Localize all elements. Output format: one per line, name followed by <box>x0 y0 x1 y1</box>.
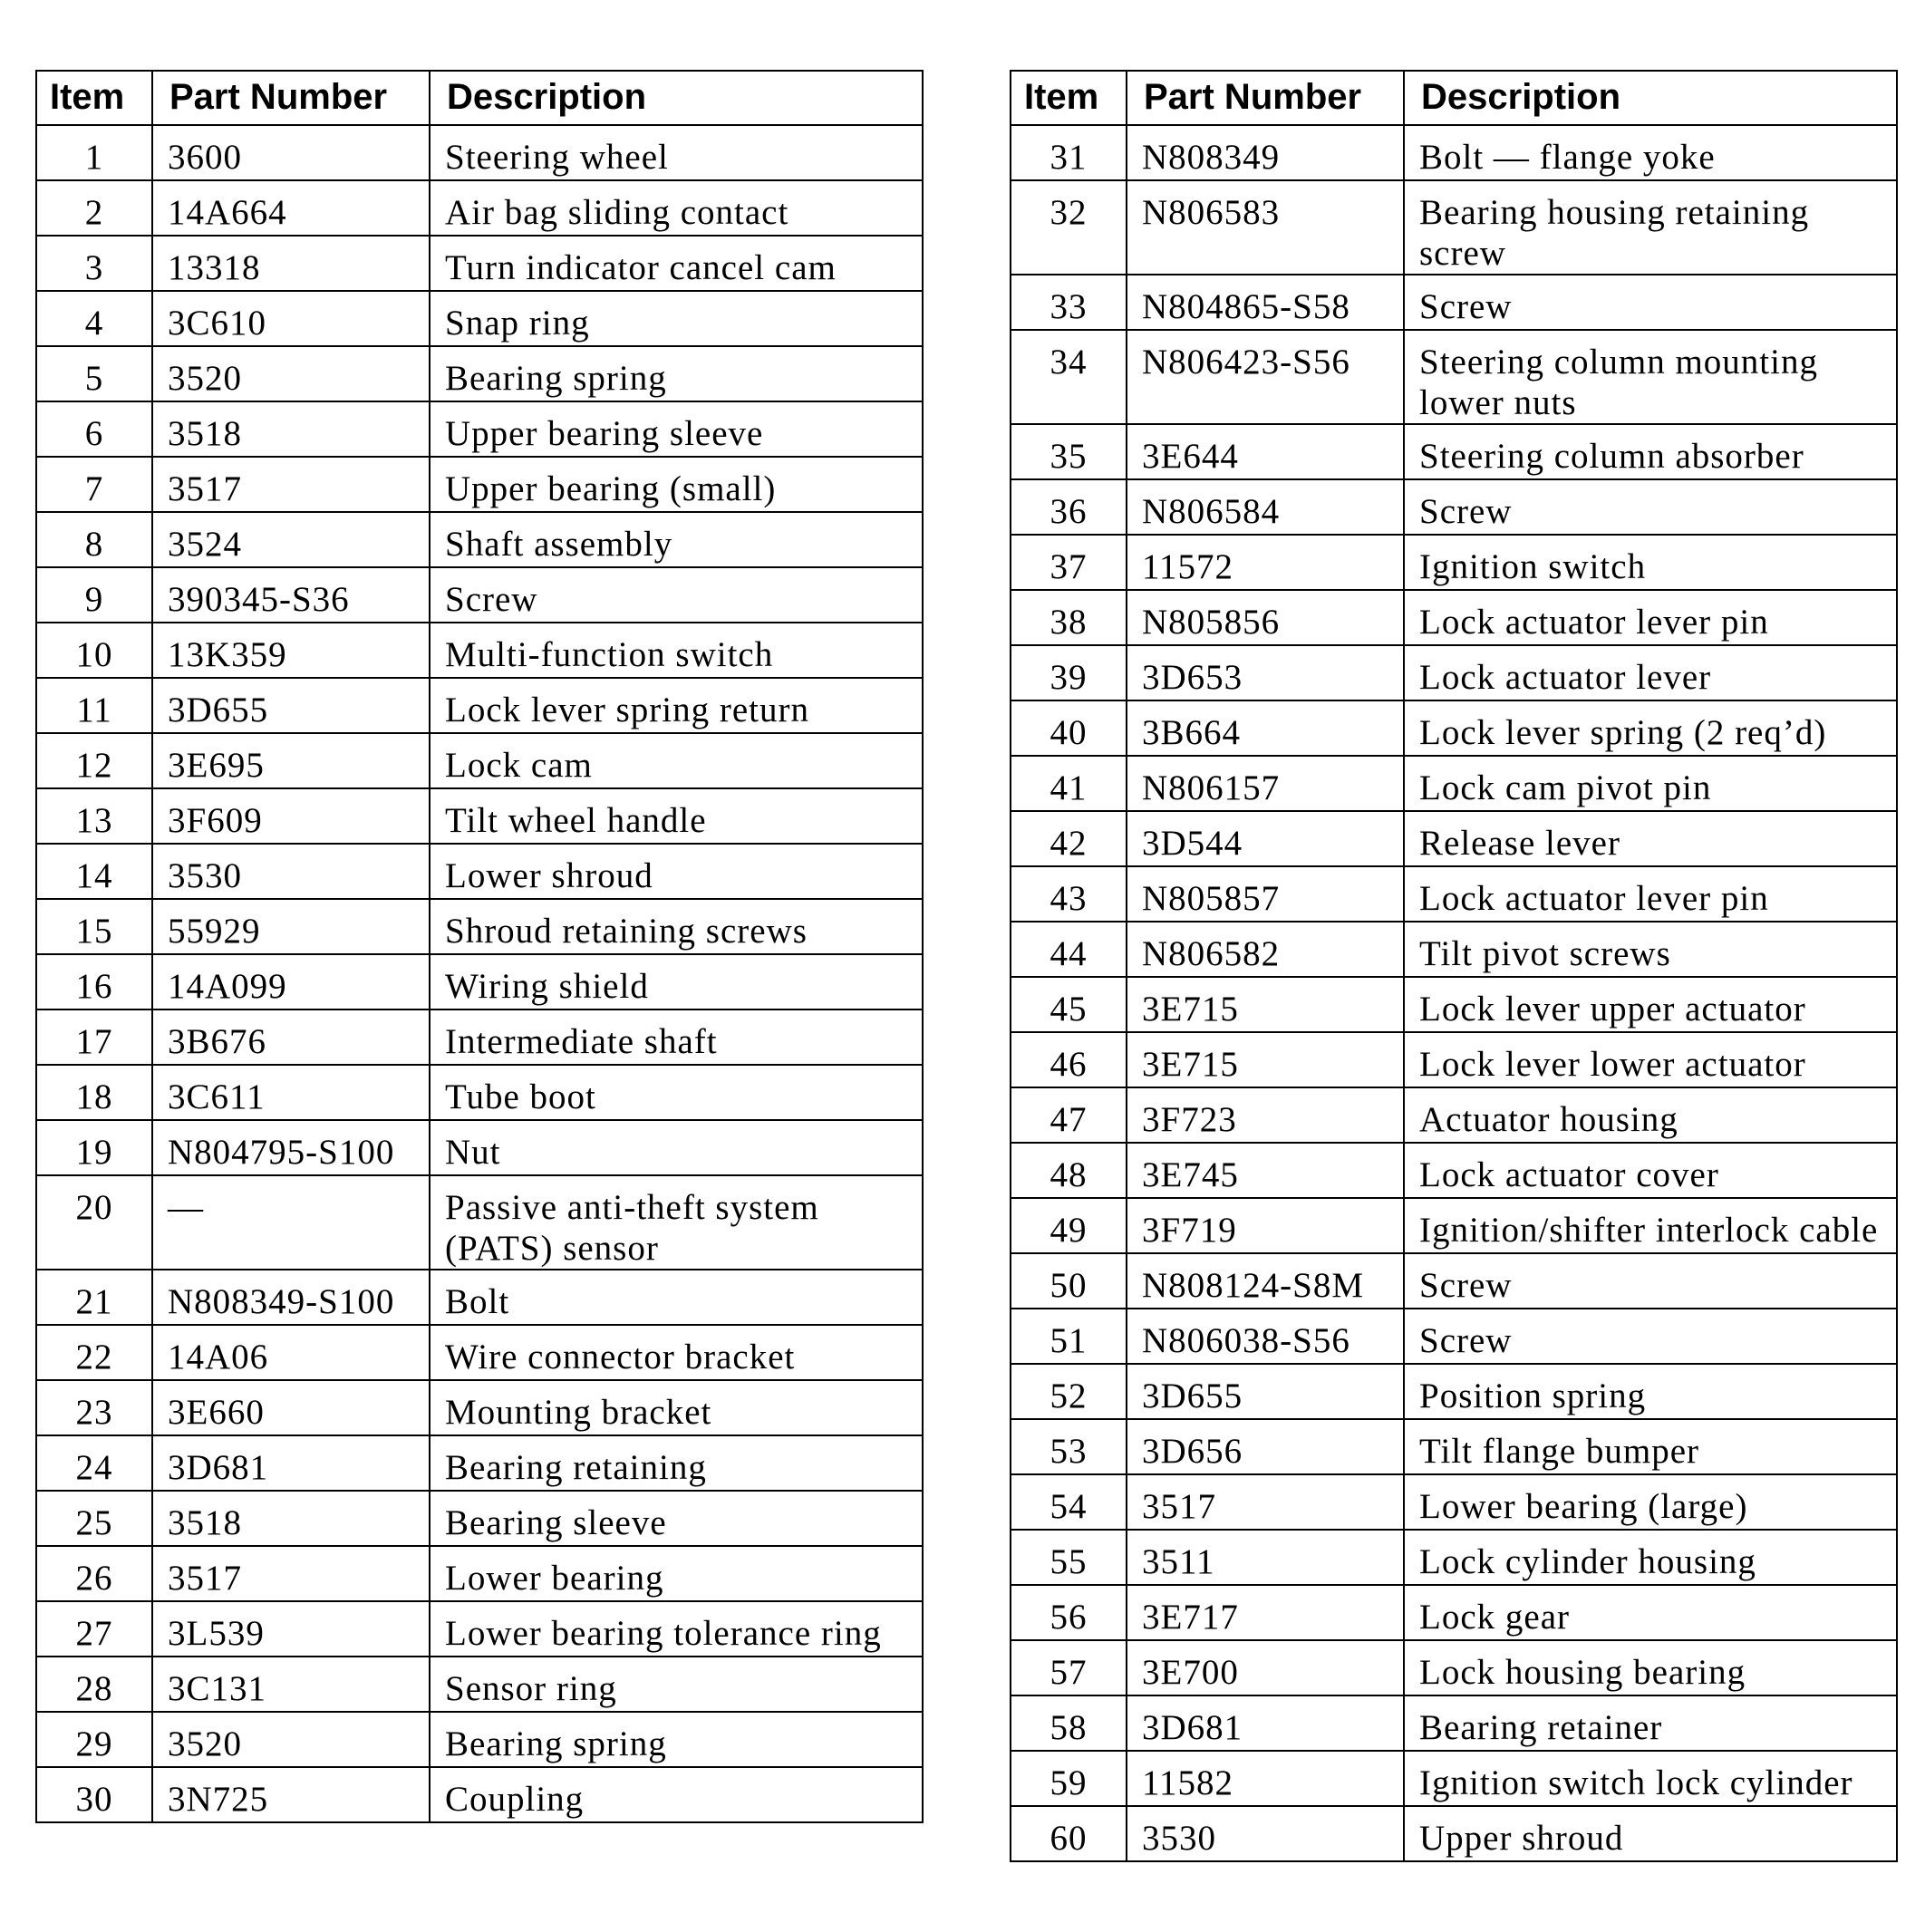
part-number-cell: N806583 <box>1127 180 1404 275</box>
part-number-cell: 3D655 <box>1127 1364 1404 1419</box>
item-number-cell: 38 <box>1011 590 1127 645</box>
part-number-cell: 3E717 <box>1127 1585 1404 1640</box>
table-row <box>36 844 923 899</box>
part-number-cell: 3E700 <box>1127 1640 1404 1695</box>
table-row <box>1011 1530 1897 1585</box>
item-number-cell: 22 <box>36 1325 152 1380</box>
description-cell: Upper bearing sleeve <box>430 401 923 457</box>
table-row <box>36 1270 923 1325</box>
item-number-cell: 32 <box>1011 180 1127 275</box>
description-cell: Bearing spring <box>430 1712 923 1767</box>
part-number-cell: 3N725 <box>152 1767 430 1822</box>
part-number-cell: 3530 <box>1127 1806 1404 1861</box>
part-number-cell: 3517 <box>152 457 430 512</box>
item-number-cell: 5 <box>36 346 152 401</box>
description-cell: Actuator housing <box>1404 1087 1897 1143</box>
part-number-cell: 3E660 <box>152 1380 430 1435</box>
item-number-cell: 43 <box>1011 866 1127 922</box>
table-row <box>36 1380 923 1435</box>
table-row <box>36 512 923 567</box>
description-cell: Air bag sliding contact <box>430 180 923 236</box>
part-number-cell: N805856 <box>1127 590 1404 645</box>
table-row <box>36 567 923 623</box>
description-cell: Tilt pivot screws <box>1404 922 1897 977</box>
item-number-cell: 37 <box>1011 535 1127 590</box>
item-number-cell: 4 <box>36 291 152 346</box>
description-cell: Screw <box>1404 1309 1897 1364</box>
item-number-cell: 49 <box>1011 1198 1127 1253</box>
description-cell: Position spring <box>1404 1364 1897 1419</box>
table-row <box>1011 1087 1897 1143</box>
item-number-cell: 11 <box>36 678 152 733</box>
item-number-cell: 53 <box>1011 1419 1127 1474</box>
description-cell: Bearing sleeve <box>430 1491 923 1546</box>
table-row <box>1011 866 1897 922</box>
table-row <box>1011 1253 1897 1309</box>
item-number-cell: 24 <box>36 1435 152 1491</box>
item-number-cell: 9 <box>36 567 152 623</box>
table-row <box>36 1120 923 1175</box>
part-number-cell: N806423-S56 <box>1127 330 1404 424</box>
description-cell: Lower shroud <box>430 844 923 899</box>
description-cell: Upper shroud <box>1404 1806 1897 1861</box>
part-number-cell: 11582 <box>1127 1751 1404 1806</box>
item-number-cell: 20 <box>36 1175 152 1270</box>
part-number-cell: 3E644 <box>1127 424 1404 479</box>
table-row <box>1011 756 1897 811</box>
item-number-cell: 17 <box>36 1009 152 1065</box>
table-row <box>36 1767 923 1822</box>
description-cell: Sensor ring <box>430 1657 923 1712</box>
item-number-cell: 10 <box>36 623 152 678</box>
description-cell: Release lever <box>1404 811 1897 866</box>
table-row <box>36 1546 923 1601</box>
item-number-cell: 57 <box>1011 1640 1127 1695</box>
item-number-cell: 58 <box>1011 1695 1127 1751</box>
part-number-cell: N806584 <box>1127 479 1404 535</box>
table-row <box>1011 1309 1897 1364</box>
part-number-cell: 3C131 <box>152 1657 430 1712</box>
part-number-cell: 3D544 <box>1127 811 1404 866</box>
item-number-cell: 29 <box>36 1712 152 1767</box>
part-number-cell: 3B664 <box>1127 700 1404 756</box>
item-number-cell: 33 <box>1011 275 1127 330</box>
part-number-cell: 3F719 <box>1127 1198 1404 1253</box>
table-row <box>36 1712 923 1767</box>
part-number-cell: 13318 <box>152 236 430 291</box>
item-number-cell: 55 <box>1011 1530 1127 1585</box>
item-number-cell: 7 <box>36 457 152 512</box>
item-number-cell: 16 <box>36 954 152 1009</box>
table-row <box>36 125 923 180</box>
item-number-cell: 18 <box>36 1065 152 1120</box>
part-number-cell: 3518 <box>152 1491 430 1546</box>
part-number-cell: 3530 <box>152 844 430 899</box>
table-row <box>1011 1474 1897 1530</box>
part-number-cell: — <box>152 1175 430 1270</box>
item-number-cell: 46 <box>1011 1032 1127 1087</box>
table-row <box>1011 424 1897 479</box>
table-row <box>1011 1695 1897 1751</box>
part-number-cell: 3520 <box>152 1712 430 1767</box>
item-number-cell: 56 <box>1011 1585 1127 1640</box>
table-body <box>36 125 923 1822</box>
item-number-cell: 6 <box>36 401 152 457</box>
part-number-cell: N808349 <box>1127 125 1404 180</box>
description-cell: Tilt wheel handle <box>430 788 923 844</box>
description-cell: Multi-function switch <box>430 623 923 678</box>
item-number-cell: 26 <box>36 1546 152 1601</box>
header-row <box>36 71 923 125</box>
header-row <box>1011 71 1897 125</box>
part-number-cell: 3520 <box>152 346 430 401</box>
item-number-cell: 27 <box>36 1601 152 1657</box>
table-row <box>36 788 923 844</box>
part-number-cell: N806582 <box>1127 922 1404 977</box>
description-cell: Bearing spring <box>430 346 923 401</box>
table-row <box>36 291 923 346</box>
description-cell: Shroud retaining screws <box>430 899 923 954</box>
description-cell: Lock actuator lever pin <box>1404 866 1897 922</box>
description-cell: Lower bearing <box>430 1546 923 1601</box>
part-number-cell: 55929 <box>152 899 430 954</box>
header-description: Description <box>430 71 923 125</box>
description-cell: Shaft assembly <box>430 512 923 567</box>
description-cell: Passive anti-theft system (PATS) sensor <box>430 1175 923 1270</box>
description-cell: Wire connector bracket <box>430 1325 923 1380</box>
part-number-cell: 3D653 <box>1127 645 1404 700</box>
part-number-cell: 3E695 <box>152 733 430 788</box>
table-row <box>36 1491 923 1546</box>
description-cell: Bolt <box>430 1270 923 1325</box>
header-description: Description <box>1404 71 1897 125</box>
item-number-cell: 60 <box>1011 1806 1127 1861</box>
part-number-cell: N806157 <box>1127 756 1404 811</box>
table-row <box>1011 180 1897 275</box>
item-number-cell: 41 <box>1011 756 1127 811</box>
part-number-cell: 3E745 <box>1127 1143 1404 1198</box>
item-number-cell: 14 <box>36 844 152 899</box>
table-row <box>36 733 923 788</box>
description-cell: Tube boot <box>430 1065 923 1120</box>
table-row <box>1011 330 1897 424</box>
part-number-cell: 3E715 <box>1127 977 1404 1032</box>
table-row <box>1011 590 1897 645</box>
table-row <box>1011 479 1897 535</box>
description-cell: Lock cylinder housing <box>1404 1530 1897 1585</box>
description-cell: Lock actuator lever pin <box>1404 590 1897 645</box>
part-number-cell: 3B676 <box>152 1009 430 1065</box>
table-row <box>36 1657 923 1712</box>
table-row <box>1011 922 1897 977</box>
part-number-cell: 3517 <box>1127 1474 1404 1530</box>
part-number-cell: N808349-S100 <box>152 1270 430 1325</box>
table-row <box>1011 811 1897 866</box>
description-cell: Lower bearing tolerance ring <box>430 1601 923 1657</box>
item-number-cell: 2 <box>36 180 152 236</box>
table-row <box>1011 1032 1897 1087</box>
item-number-cell: 44 <box>1011 922 1127 977</box>
item-number-cell: 51 <box>1011 1309 1127 1364</box>
part-number-cell: 11572 <box>1127 535 1404 590</box>
part-number-cell: 3D656 <box>1127 1419 1404 1474</box>
part-number-cell: 14A099 <box>152 954 430 1009</box>
description-cell: Lock lever spring (2 req’d) <box>1404 700 1897 756</box>
description-cell: Ignition/shifter interlock cable <box>1404 1198 1897 1253</box>
table-row <box>1011 1806 1897 1861</box>
table-row <box>36 1435 923 1491</box>
description-cell: Lock lever upper actuator <box>1404 977 1897 1032</box>
part-number-cell: 3D655 <box>152 678 430 733</box>
table-row <box>36 1325 923 1380</box>
description-cell: Tilt flange bumper <box>1404 1419 1897 1474</box>
item-number-cell: 28 <box>36 1657 152 1712</box>
table-row <box>36 623 923 678</box>
description-cell: Bolt — flange yoke <box>1404 125 1897 180</box>
description-cell: Screw <box>1404 275 1897 330</box>
item-number-cell: 1 <box>36 125 152 180</box>
part-number-cell: N808124-S8M <box>1127 1253 1404 1309</box>
item-number-cell: 34 <box>1011 330 1127 424</box>
part-number-cell: 3600 <box>152 125 430 180</box>
table-body <box>1011 125 1897 1861</box>
table-row <box>1011 1640 1897 1695</box>
item-number-cell: 21 <box>36 1270 152 1325</box>
description-cell: Steering column mounting lower nuts <box>1404 330 1897 424</box>
description-cell: Mounting bracket <box>430 1380 923 1435</box>
header-item: Item <box>1011 71 1127 125</box>
item-number-cell: 25 <box>36 1491 152 1546</box>
part-number-cell: 3F723 <box>1127 1087 1404 1143</box>
item-number-cell: 30 <box>36 1767 152 1822</box>
part-number-cell: 14A664 <box>152 180 430 236</box>
item-number-cell: 40 <box>1011 700 1127 756</box>
description-cell: Turn indicator cancel cam <box>430 236 923 291</box>
part-number-cell: 3518 <box>152 401 430 457</box>
item-number-cell: 23 <box>36 1380 152 1435</box>
table-row <box>1011 1198 1897 1253</box>
part-number-cell: 13K359 <box>152 623 430 678</box>
description-cell: Lock cam <box>430 733 923 788</box>
part-number-cell: 3C611 <box>152 1065 430 1120</box>
item-number-cell: 3 <box>36 236 152 291</box>
table-row <box>36 899 923 954</box>
item-number-cell: 31 <box>1011 125 1127 180</box>
part-number-cell: 3L539 <box>152 1601 430 1657</box>
part-number-cell: 3E715 <box>1127 1032 1404 1087</box>
part-number-cell: N804865-S58 <box>1127 275 1404 330</box>
description-cell: Lock gear <box>1404 1585 1897 1640</box>
item-number-cell: 48 <box>1011 1143 1127 1198</box>
table-row <box>36 1065 923 1120</box>
description-cell: Nut <box>430 1120 923 1175</box>
part-number-cell: 3F609 <box>152 788 430 844</box>
description-cell: Ignition switch lock cylinder <box>1404 1751 1897 1806</box>
description-cell: Bearing housing retaining screw <box>1404 180 1897 275</box>
description-cell: Steering wheel <box>430 125 923 180</box>
header-part-number: Part Number <box>1127 71 1404 125</box>
item-number-cell: 50 <box>1011 1253 1127 1309</box>
part-number-cell: 3524 <box>152 512 430 567</box>
description-cell: Ignition switch <box>1404 535 1897 590</box>
part-number-cell: 3C610 <box>152 291 430 346</box>
header-item: Item <box>36 71 152 125</box>
description-cell: Lock housing bearing <box>1404 1640 1897 1695</box>
item-number-cell: 45 <box>1011 977 1127 1032</box>
parts-table-left <box>35 70 924 1823</box>
table-row <box>36 1175 923 1270</box>
table-row <box>36 954 923 1009</box>
item-number-cell: 59 <box>1011 1751 1127 1806</box>
item-number-cell: 42 <box>1011 811 1127 866</box>
table-row <box>1011 1143 1897 1198</box>
table-row <box>36 180 923 236</box>
part-number-cell: 14A06 <box>152 1325 430 1380</box>
part-number-cell: 3511 <box>1127 1530 1404 1585</box>
part-number-cell: 3D681 <box>152 1435 430 1491</box>
item-number-cell: 12 <box>36 733 152 788</box>
table-row <box>36 678 923 733</box>
description-cell: Steering column absorber <box>1404 424 1897 479</box>
description-cell: Lower bearing (large) <box>1404 1474 1897 1530</box>
table-row <box>1011 1419 1897 1474</box>
table-row <box>1011 1751 1897 1806</box>
part-number-cell: N804795-S100 <box>152 1120 430 1175</box>
part-number-cell: 3D681 <box>1127 1695 1404 1751</box>
table-row <box>36 236 923 291</box>
parts-table-right <box>1010 70 1898 1862</box>
part-number-cell: 3517 <box>152 1546 430 1601</box>
description-cell: Bearing retaining <box>430 1435 923 1491</box>
part-number-cell: N805857 <box>1127 866 1404 922</box>
table-row <box>1011 977 1897 1032</box>
description-cell: Coupling <box>430 1767 923 1822</box>
description-cell: Lock actuator cover <box>1404 1143 1897 1198</box>
description-cell: Snap ring <box>430 291 923 346</box>
description-cell: Lock lever lower actuator <box>1404 1032 1897 1087</box>
table-row <box>1011 275 1897 330</box>
description-cell: Lock actuator lever <box>1404 645 1897 700</box>
table-row <box>1011 125 1897 180</box>
table-row <box>1011 645 1897 700</box>
table-row <box>1011 1585 1897 1640</box>
description-cell: Upper bearing (small) <box>430 457 923 512</box>
table-row <box>1011 700 1897 756</box>
table-row <box>1011 535 1897 590</box>
description-cell: Lock lever spring return <box>430 678 923 733</box>
description-cell: Lock cam pivot pin <box>1404 756 1897 811</box>
description-cell: Screw <box>430 567 923 623</box>
item-number-cell: 8 <box>36 512 152 567</box>
description-cell: Wiring shield <box>430 954 923 1009</box>
table-row <box>36 346 923 401</box>
description-cell: Intermediate shaft <box>430 1009 923 1065</box>
part-number-cell: N806038-S56 <box>1127 1309 1404 1364</box>
table-row <box>36 1009 923 1065</box>
header-part-number: Part Number <box>152 71 430 125</box>
item-number-cell: 19 <box>36 1120 152 1175</box>
item-number-cell: 39 <box>1011 645 1127 700</box>
item-number-cell: 47 <box>1011 1087 1127 1143</box>
table-row <box>36 457 923 512</box>
description-cell: Screw <box>1404 1253 1897 1309</box>
table-row <box>1011 1364 1897 1419</box>
table-row <box>36 1601 923 1657</box>
description-cell: Bearing retainer <box>1404 1695 1897 1751</box>
part-number-cell: 390345-S36 <box>152 567 430 623</box>
item-number-cell: 13 <box>36 788 152 844</box>
item-number-cell: 52 <box>1011 1364 1127 1419</box>
item-number-cell: 35 <box>1011 424 1127 479</box>
item-number-cell: 54 <box>1011 1474 1127 1530</box>
item-number-cell: 36 <box>1011 479 1127 535</box>
table-row <box>36 401 923 457</box>
description-cell: Screw <box>1404 479 1897 535</box>
item-number-cell: 15 <box>36 899 152 954</box>
